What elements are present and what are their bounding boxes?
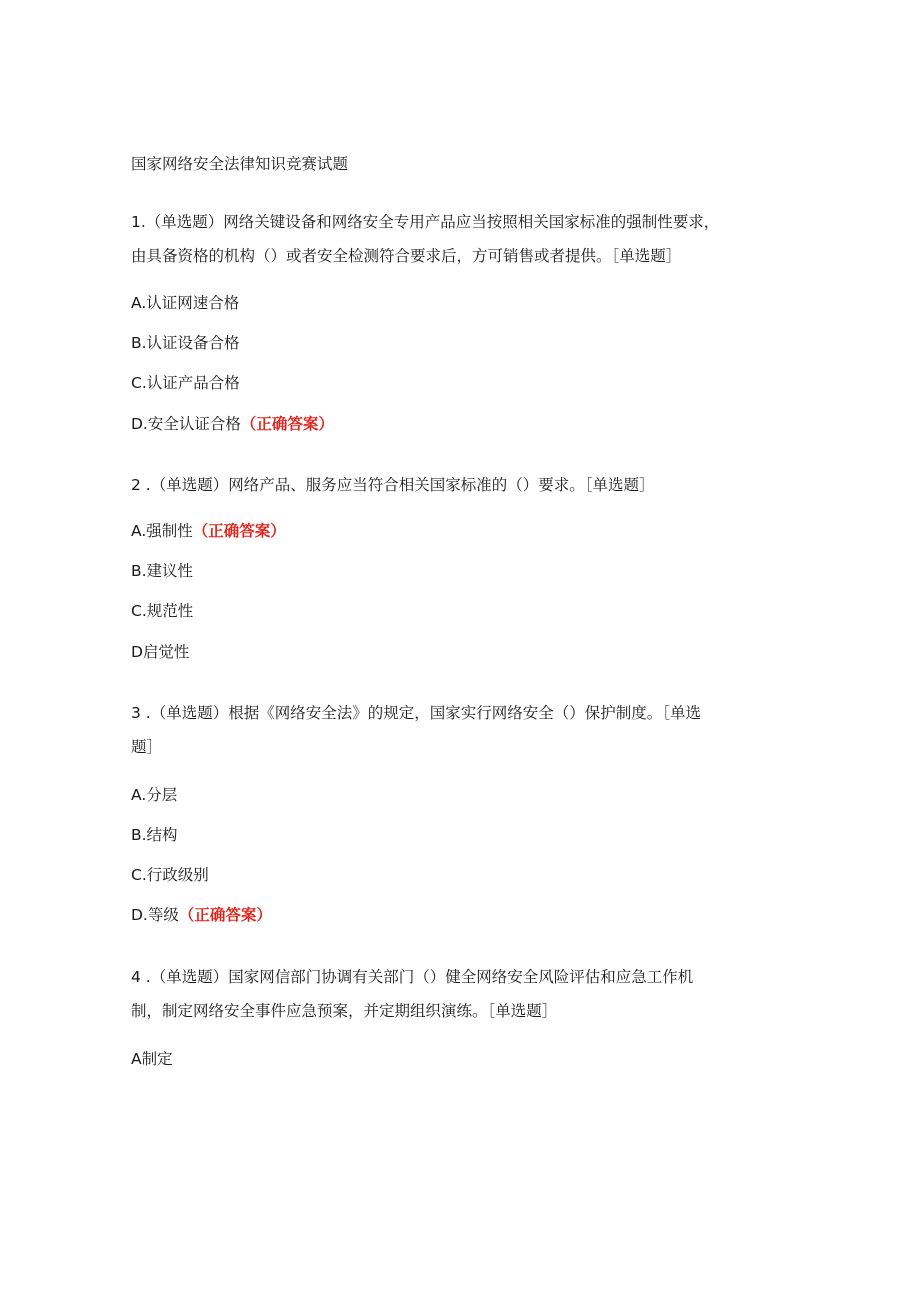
option-text: C.认证产品合格 [131, 374, 240, 392]
option-text: D.安全认证合格 [131, 415, 241, 433]
option-text: B.认证设备合格 [131, 334, 240, 352]
question-3 [131, 696, 781, 764]
question-4 [131, 960, 781, 1028]
question-1-option-c [131, 372, 240, 394]
question-2-option-a [131, 520, 286, 542]
question-1-option-a [131, 292, 239, 314]
question-3-option-b [131, 824, 178, 846]
question-3-option-a [131, 784, 177, 806]
question-1-option-d [131, 413, 334, 435]
question-3-line-1: 3 .（单选题）根据《网络安全法》的规定，国家实行网络安全（）保护制度。［单选 [131, 704, 701, 722]
question-1 [131, 205, 781, 273]
option-text: A.分层 [131, 786, 178, 804]
option-text: A.认证网速合格 [131, 294, 240, 312]
document-title: 国家网络安全法律知识竞赛试题 [131, 155, 349, 173]
option-text: A制定 [131, 1050, 173, 1068]
question-2-option-d [131, 641, 189, 663]
question-3-option-d [131, 904, 272, 926]
question-1-option-b [131, 332, 240, 354]
question-1-line-1: 1.（单选题）网络关键设备和网络安全专用产品应当按照相关国家标准的强制性要求， [131, 213, 720, 231]
correct-answer-mark: （正确答案） [192, 522, 286, 540]
option-text: B.结构 [131, 826, 178, 844]
option-text: D.等级 [131, 906, 179, 924]
correct-answer-mark: （正确答案） [240, 415, 334, 433]
question-3-option-c [131, 864, 209, 886]
option-text: C.规范性 [131, 602, 194, 620]
question-4-option-a [131, 1048, 173, 1070]
option-text: B.建议性 [131, 562, 194, 580]
question-2-option-c [131, 600, 193, 622]
question-2 [131, 468, 781, 502]
correct-answer-mark: （正确答案） [178, 906, 272, 924]
option-text: C.行政级别 [131, 866, 209, 884]
option-text: A.强制性 [131, 522, 193, 540]
question-2-line-1: 2 .（单选题）网络产品、服务应当符合相关国家标准的（）要求。［单选题］ [131, 476, 655, 494]
question-4-line-1: 4 .（单选题）国家网信部门协调有关部门（）健全网络安全风险评估和应急工作机 [131, 968, 694, 986]
question-1-line-2: 由具备资格的机构（）或者安全检测符合要求后，方可销售或者提供。［单选题］ [131, 247, 682, 265]
question-2-option-b [131, 560, 193, 582]
option-text: D启觉性 [131, 643, 190, 661]
question-4-line-2: 制，制定网络安全事件应急预案，并定期组织演练。［单选题］ [131, 1002, 558, 1020]
question-3-line-2: 题］ [131, 738, 163, 756]
